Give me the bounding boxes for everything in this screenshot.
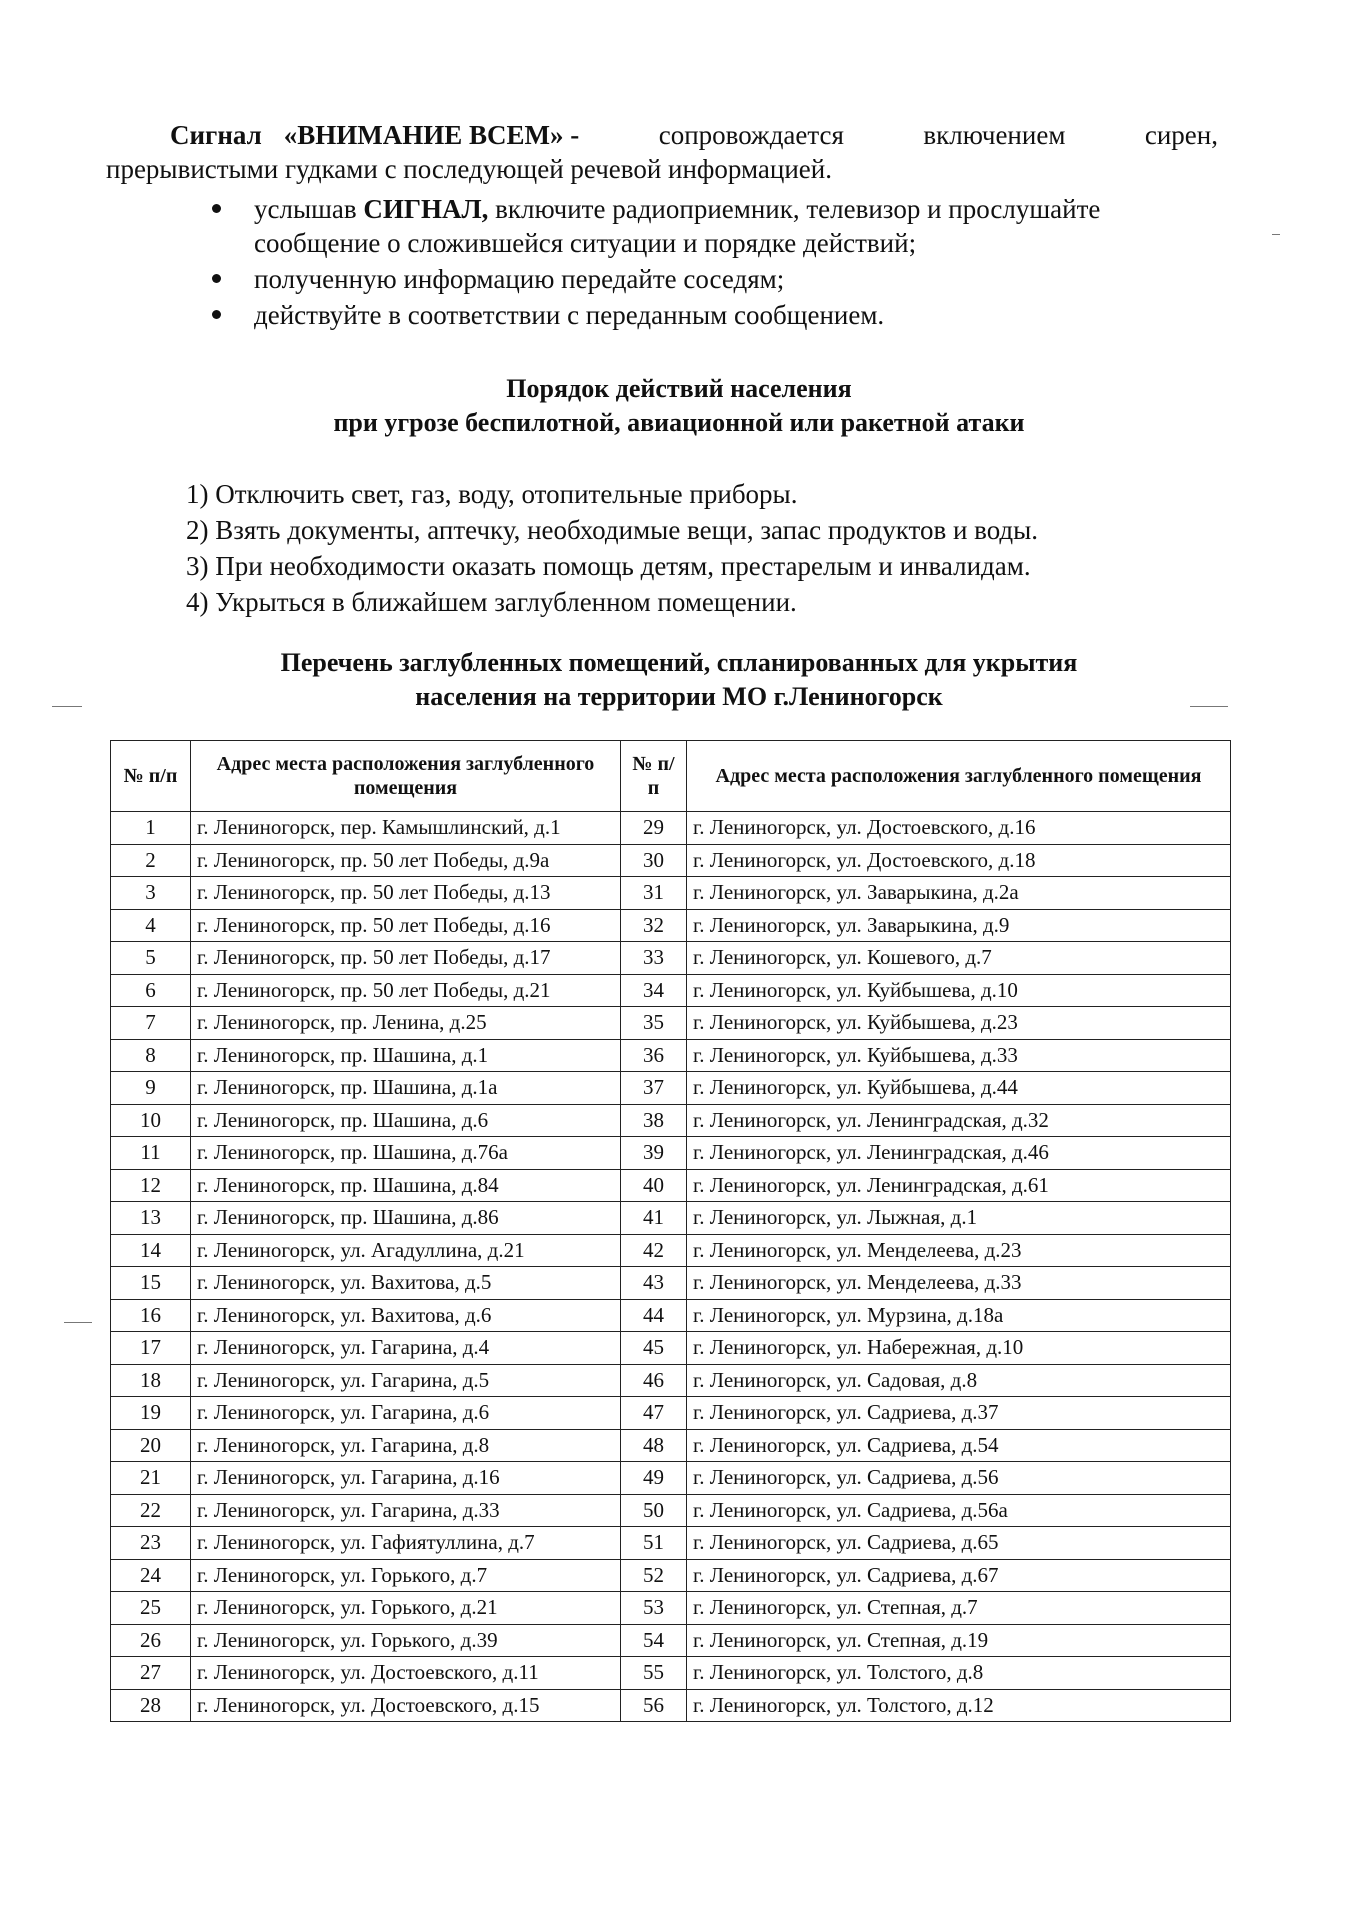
table-row (111, 1657, 1231, 1690)
address-cell: г. Лениногорск, ул. Куйбышева, д.33 (687, 1039, 1231, 1072)
row-number-cell: 47 (621, 1397, 687, 1430)
row-number-cell: 28 (111, 1689, 191, 1722)
row-number-cell: 27 (111, 1657, 191, 1690)
scan-mark (64, 1322, 92, 1323)
row-number-cell: 52 (621, 1559, 687, 1592)
instruction-text: полученную информацию передайте соседям; (254, 264, 785, 294)
order-heading-line1: Порядок действий населения (506, 374, 852, 403)
row-number-cell: 4 (111, 909, 191, 942)
row-number-cell: 38 (621, 1104, 687, 1137)
table-row (111, 877, 1231, 910)
table-header-row (111, 741, 1231, 812)
address-cell: г. Лениногорск, пр. 50 лет Победы, д.16 (191, 909, 621, 942)
address-cell: г. Лениногорск, ул. Степная, д.19 (687, 1624, 1231, 1657)
table-row (111, 942, 1231, 975)
row-number-cell: 54 (621, 1624, 687, 1657)
signal-first-line (106, 118, 1218, 152)
row-number-cell: 37 (621, 1072, 687, 1105)
address-cell: г. Лениногорск, ул. Ленинградская, д.46 (687, 1137, 1231, 1170)
row-number-cell: 31 (621, 877, 687, 910)
row-number-cell: 9 (111, 1072, 191, 1105)
instruction-item (206, 192, 1216, 260)
row-number-cell: 10 (111, 1104, 191, 1137)
bullet-icon (212, 274, 221, 283)
row-number-cell: 18 (111, 1364, 191, 1397)
bullet-icon (212, 310, 221, 319)
scan-mark (1190, 706, 1228, 707)
row-number-cell: 42 (621, 1234, 687, 1267)
instruction-text: услышав (254, 194, 364, 224)
scan-mark (1272, 234, 1280, 235)
instruction-item (206, 262, 1216, 296)
address-cell: г. Лениногорск, пер. Камышлинский, д.1 (191, 812, 621, 845)
instruction-text-rest: включите радиоприемник, телевизор и прослушайте сообщение о сложившейся ситуации и порядке действий; (254, 194, 1101, 258)
table-row (111, 1689, 1231, 1722)
row-number-cell: 50 (621, 1494, 687, 1527)
instruction-bold-text: СИГНАЛ, (363, 194, 489, 224)
row-number-cell: 26 (111, 1624, 191, 1657)
instruction-text: действуйте в соответствии с переданным сообщением. (254, 300, 885, 330)
table-row (111, 1494, 1231, 1527)
action-step: 3) При необходимости оказать помощь детям, престарелым и инвалидам. (186, 551, 1031, 581)
row-number-cell: 25 (111, 1592, 191, 1625)
address-cell: г. Лениногорск, ул. Толстого, д.8 (687, 1657, 1231, 1690)
row-number-cell: 44 (621, 1299, 687, 1332)
table-row (111, 1527, 1231, 1560)
scan-mark (52, 706, 82, 707)
address-cell: г. Лениногорск, ул. Менделеева, д.23 (687, 1234, 1231, 1267)
signal-word-sirens: сирен, (1144, 120, 1218, 150)
column-header-address: Адрес места расположения заглубленного помещения (191, 741, 621, 812)
address-cell: г. Лениногорск, пр. Шашина, д.76а (191, 1137, 621, 1170)
signal-lead (170, 118, 579, 152)
row-number-cell: 19 (111, 1397, 191, 1430)
address-cell: г. Лениногорск, ул. Садовая, д.8 (687, 1364, 1231, 1397)
address-cell: г. Лениногорск, ул. Вахитова, д.6 (191, 1299, 621, 1332)
signal-word: Сигнал (170, 120, 262, 150)
row-number-cell: 6 (111, 974, 191, 1007)
signal-word-activation: включением (923, 120, 1066, 150)
row-number-cell: 22 (111, 1494, 191, 1527)
row-number-cell: 43 (621, 1267, 687, 1300)
row-number-cell: 34 (621, 974, 687, 1007)
table-body (111, 812, 1231, 1722)
row-number-cell: 7 (111, 1007, 191, 1040)
address-cell: г. Лениногорск, пр. 50 лет Победы, д.9а (191, 844, 621, 877)
address-cell: г. Лениногорск, ул. Садриева, д.65 (687, 1527, 1231, 1560)
row-number-cell: 16 (111, 1299, 191, 1332)
address-cell: г. Лениногорск, ул. Куйбышева, д.44 (687, 1072, 1231, 1105)
address-cell: г. Лениногорск, ул. Садриева, д.37 (687, 1397, 1231, 1430)
action-step: 2) Взять документы, аптечку, необходимые вещи, запас продуктов и воды. (186, 515, 1039, 545)
row-number-cell: 12 (111, 1169, 191, 1202)
row-number-cell: 41 (621, 1202, 687, 1235)
address-cell: г. Лениногорск, ул. Гафиятуллина, д.7 (191, 1527, 621, 1560)
address-cell: г. Лениногорск, ул. Достоевского, д.15 (191, 1689, 621, 1722)
row-number-cell: 15 (111, 1267, 191, 1300)
address-cell: г. Лениногорск, ул. Толстого, д.12 (687, 1689, 1231, 1722)
address-cell: г. Лениногорск, ул. Горького, д.39 (191, 1624, 621, 1657)
table-row (111, 1104, 1231, 1137)
address-cell: г. Лениногорск, ул. Заварыкина, д.9 (687, 909, 1231, 942)
row-number-cell: 17 (111, 1332, 191, 1365)
order-heading (0, 372, 1358, 440)
bullet-icon (212, 204, 221, 213)
address-cell: г. Лениногорск, ул. Набережная, д.10 (687, 1332, 1231, 1365)
address-cell: г. Лениногорск, пр. Шашина, д.84 (191, 1169, 621, 1202)
signal-word-accompanied: сопровождается (658, 120, 844, 150)
column-header-address-2: Адрес места расположения заглубленного помещения (687, 741, 1231, 812)
address-cell: г. Лениногорск, ул. Кошевого, д.7 (687, 942, 1231, 975)
column-header-number: № п/п (111, 741, 191, 812)
row-number-cell: 1 (111, 812, 191, 845)
address-cell: г. Лениногорск, ул. Агадуллина, д.21 (191, 1234, 621, 1267)
table-row (111, 1202, 1231, 1235)
address-cell: г. Лениногорск, ул. Менделеева, д.33 (687, 1267, 1231, 1300)
action-step: 1) Отключить свет, газ, воду, отопительные приборы. (186, 479, 798, 509)
order-heading-line2: при угрозе беспилотной, авиационной или ракетной атаки (333, 408, 1025, 437)
address-cell: г. Лениногорск, ул. Гагарина, д.33 (191, 1494, 621, 1527)
row-number-cell: 8 (111, 1039, 191, 1072)
address-cell: г. Лениногорск, ул. Горького, д.7 (191, 1559, 621, 1592)
row-number-cell: 49 (621, 1462, 687, 1495)
address-cell: г. Лениногорск, ул. Мурзина, д.18а (687, 1299, 1231, 1332)
row-number-cell: 40 (621, 1169, 687, 1202)
address-cell: г. Лениногорск, ул. Вахитова, д.5 (191, 1267, 621, 1300)
signal-instructions-list (206, 192, 1216, 334)
address-cell: г. Лениногорск, ул. Куйбышева, д.10 (687, 974, 1231, 1007)
address-cell: г. Лениногорск, пр. Шашина, д.1а (191, 1072, 621, 1105)
address-cell: г. Лениногорск, ул. Достоевского, д.16 (687, 812, 1231, 845)
table-row (111, 1234, 1231, 1267)
shelter-table (110, 740, 1231, 1722)
table-row (111, 1624, 1231, 1657)
address-cell: г. Лениногорск, пр. Шашина, д.86 (191, 1202, 621, 1235)
signal-second-line: прерывистыми гудками с последующей речевой информацией. (106, 154, 832, 184)
address-cell: г. Лениногорск, ул. Куйбышева, д.23 (687, 1007, 1231, 1040)
column-header-number-2: № п/п (621, 741, 687, 812)
signal-paragraph (106, 118, 1218, 186)
action-step: 4) Укрыться в ближайшем заглубленном помещении. (186, 587, 797, 617)
row-number-cell: 2 (111, 844, 191, 877)
row-number-cell: 45 (621, 1332, 687, 1365)
address-cell: г. Лениногорск, ул. Горького, д.21 (191, 1592, 621, 1625)
row-number-cell: 39 (621, 1137, 687, 1170)
table-row (111, 844, 1231, 877)
row-number-cell: 5 (111, 942, 191, 975)
row-number-cell: 32 (621, 909, 687, 942)
row-number-cell: 24 (111, 1559, 191, 1592)
address-cell: г. Лениногорск, ул. Садриева, д.56а (687, 1494, 1231, 1527)
table-row (111, 1072, 1231, 1105)
address-cell: г. Лениногорск, ул. Гагарина, д.5 (191, 1364, 621, 1397)
table-row (111, 909, 1231, 942)
address-cell: г. Лениногорск, пр. 50 лет Победы, д.13 (191, 877, 621, 910)
address-cell: г. Лениногорск, пр. Ленина, д.25 (191, 1007, 621, 1040)
row-number-cell: 29 (621, 812, 687, 845)
address-cell: г. Лениногорск, ул. Заварыкина, д.2а (687, 877, 1231, 910)
row-number-cell: 3 (111, 877, 191, 910)
shelter-list-heading (0, 646, 1358, 714)
row-number-cell: 33 (621, 942, 687, 975)
row-number-cell: 14 (111, 1234, 191, 1267)
table-row (111, 1429, 1231, 1462)
row-number-cell: 30 (621, 844, 687, 877)
row-number-cell: 11 (111, 1137, 191, 1170)
table-row (111, 974, 1231, 1007)
table-row (111, 1169, 1231, 1202)
table-row (111, 1397, 1231, 1430)
address-cell: г. Лениногорск, ул. Садриева, д.67 (687, 1559, 1231, 1592)
address-cell: г. Лениногорск, ул. Гагарина, д.8 (191, 1429, 621, 1462)
table-row (111, 812, 1231, 845)
table-row (111, 1039, 1231, 1072)
table-row (111, 1267, 1231, 1300)
row-number-cell: 20 (111, 1429, 191, 1462)
address-cell: г. Лениногорск, ул. Ленинградская, д.61 (687, 1169, 1231, 1202)
row-number-cell: 48 (621, 1429, 687, 1462)
table-row (111, 1332, 1231, 1365)
table-row (111, 1137, 1231, 1170)
instruction-item (206, 298, 1216, 332)
row-number-cell: 23 (111, 1527, 191, 1560)
table-row (111, 1007, 1231, 1040)
table-row (111, 1299, 1231, 1332)
address-cell: г. Лениногорск, ул. Гагарина, д.4 (191, 1332, 621, 1365)
shelter-list-heading-line1: Перечень заглубленных помещений, спланированных для укрытия (280, 648, 1078, 677)
address-cell: г. Лениногорск, ул. Степная, д.7 (687, 1592, 1231, 1625)
row-number-cell: 36 (621, 1039, 687, 1072)
address-cell: г. Лениногорск, ул. Садриева, д.54 (687, 1429, 1231, 1462)
row-number-cell: 21 (111, 1462, 191, 1495)
address-cell: г. Лениногорск, пр. Шашина, д.6 (191, 1104, 621, 1137)
table-row (111, 1559, 1231, 1592)
row-number-cell: 56 (621, 1689, 687, 1722)
signal-name: «ВНИМАНИЕ ВСЕМ» - (283, 120, 580, 150)
address-cell: г. Лениногорск, пр. Шашина, д.1 (191, 1039, 621, 1072)
address-cell: г. Лениногорск, ул. Садриева, д.56 (687, 1462, 1231, 1495)
row-number-cell: 55 (621, 1657, 687, 1690)
table-row (111, 1462, 1231, 1495)
address-cell: г. Лениногорск, ул. Ленинградская, д.32 (687, 1104, 1231, 1137)
row-number-cell: 35 (621, 1007, 687, 1040)
address-cell: г. Лениногорск, ул. Достоевского, д.18 (687, 844, 1231, 877)
address-cell: г. Лениногорск, пр. 50 лет Победы, д.17 (191, 942, 621, 975)
shelter-list-heading-line2: населения на территории МО г.Лениногорск (415, 682, 943, 711)
action-steps-list (186, 476, 1186, 620)
address-cell: г. Лениногорск, ул. Гагарина, д.6 (191, 1397, 621, 1430)
address-cell: г. Лениногорск, ул. Гагарина, д.16 (191, 1462, 621, 1495)
row-number-cell: 53 (621, 1592, 687, 1625)
table-row (111, 1364, 1231, 1397)
address-cell: г. Лениногорск, ул. Достоевского, д.11 (191, 1657, 621, 1690)
address-cell: г. Лениногорск, ул. Лыжная, д.1 (687, 1202, 1231, 1235)
row-number-cell: 51 (621, 1527, 687, 1560)
row-number-cell: 13 (111, 1202, 191, 1235)
address-cell: г. Лениногорск, пр. 50 лет Победы, д.21 (191, 974, 621, 1007)
row-number-cell: 46 (621, 1364, 687, 1397)
table-row (111, 1592, 1231, 1625)
